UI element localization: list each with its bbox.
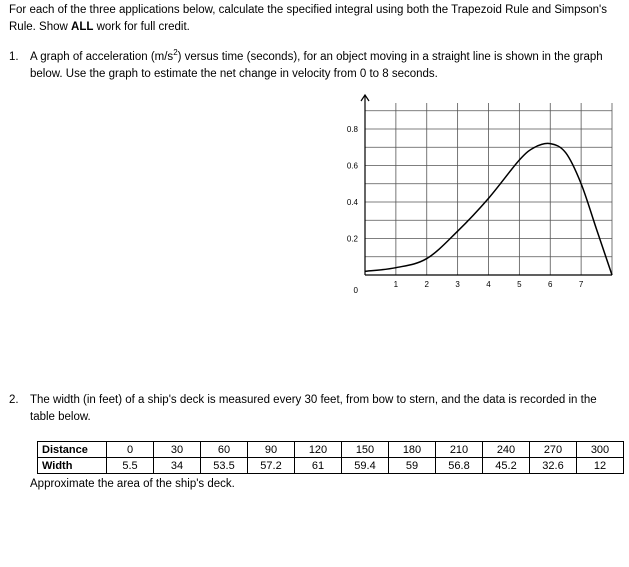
question-1-line-2: below. Use the graph to estimate the net change in velocity from 0 to 8 seconds.	[30, 68, 438, 80]
question-2-number: 2.	[9, 394, 19, 406]
distance-cell: 300	[577, 442, 624, 458]
width-cell: 45.2	[483, 458, 530, 474]
instructions-suffix: work for full credit.	[93, 21, 190, 33]
question-1-superscript: 2	[173, 48, 178, 58]
width-cell: 34	[154, 458, 201, 474]
distance-cell: 90	[248, 442, 295, 458]
width-cell: 59.4	[342, 458, 389, 474]
distance-cell: 240	[483, 442, 530, 458]
width-cell: 53.5	[201, 458, 248, 474]
x-tick-label: 4	[486, 280, 491, 289]
width-cell: 57.2	[248, 458, 295, 474]
distance-cell: 270	[530, 442, 577, 458]
distance-cell: 30	[154, 442, 201, 458]
width-row	[38, 458, 624, 474]
instructions-emphasis: ALL	[71, 21, 94, 33]
instructions-line-1: For each of the three applications below, calculate the specified integral using both the Trapezoid Rule and Simpson's	[9, 4, 608, 16]
y-tick-labels	[347, 125, 359, 295]
distance-cell: 60	[201, 442, 248, 458]
y-tick-label: 0.6	[346, 161, 358, 171]
y-tick-label: 0.2	[346, 234, 358, 244]
graph-grid	[365, 103, 612, 275]
x-tick-labels	[394, 280, 584, 289]
width-header: Width	[38, 458, 107, 474]
width-cell: 32.6	[530, 458, 577, 474]
y-tick-label: 0.4	[346, 198, 358, 207]
question-2-line-2: table below.	[30, 411, 91, 423]
width-cell: 59	[389, 458, 436, 474]
distance-cell: 210	[436, 442, 483, 458]
x-tick-label: 6	[548, 280, 553, 289]
x-tick-label: 2	[424, 280, 429, 289]
distance-cell: 120	[295, 442, 342, 458]
graph-axes	[361, 95, 612, 275]
question-1-number: 1.	[9, 51, 19, 63]
instructions-prefix: Rule. Show	[9, 21, 72, 33]
deck-width-table	[37, 441, 624, 474]
distance-row	[38, 442, 624, 458]
width-cell: 61	[295, 458, 342, 474]
distance-cell: 180	[389, 442, 436, 458]
y-tick-label: 0	[353, 286, 358, 295]
y-tick-label: 0.8	[346, 125, 358, 134]
width-cell: 5.5	[107, 458, 154, 474]
question-1-line-1	[30, 50, 603, 65]
width-cell: 12	[577, 458, 624, 474]
x-tick-label: 1	[393, 280, 399, 289]
instructions-line-2	[9, 20, 190, 35]
width-cell: 56.8	[436, 458, 483, 474]
distance-cell: 0	[107, 442, 154, 458]
question-2-line-1: The width (in feet) of a ship's deck is measured every 30 feet, from bow to stern, and the data is recorded in the	[30, 394, 597, 406]
x-tick-label: 7	[578, 280, 584, 289]
acceleration-graph	[330, 90, 629, 300]
x-tick-label: 3	[455, 280, 460, 289]
question-2-note: Approximate the area of the ship's deck.	[30, 478, 235, 490]
question-1-suffix: ) versus time (seconds), for an object moving in a straight line is shown in the graph	[177, 51, 603, 63]
x-tick-label: 5	[517, 280, 522, 289]
distance-cell: 150	[342, 442, 389, 458]
question-1-prefix: A graph of acceleration (m/s	[30, 51, 174, 63]
distance-header: Distance	[38, 442, 107, 458]
